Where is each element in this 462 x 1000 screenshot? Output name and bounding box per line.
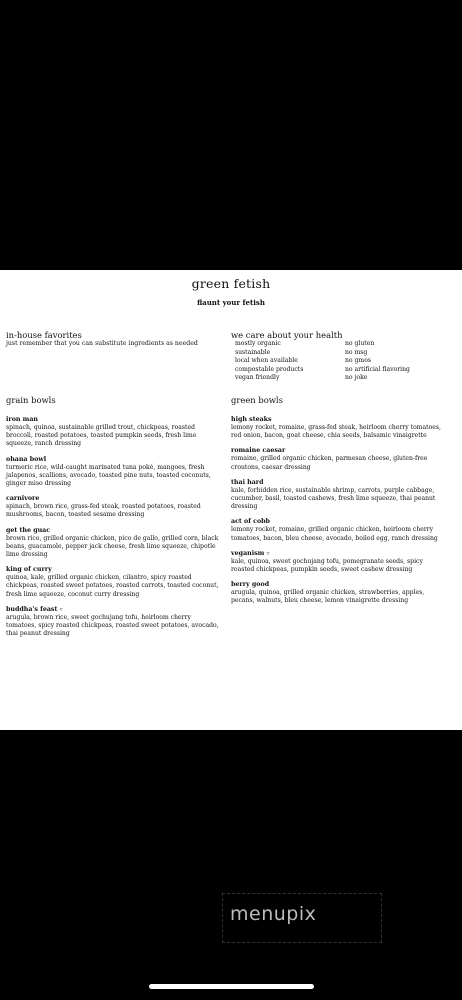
- inhouse-heading: in-house favorites: [6, 330, 82, 340]
- green-bowls-heading: green bowls: [231, 395, 283, 405]
- item-description: kale, quinoa, sweet gochujang tofu, pomegranate seeds, spicy roasted chickpeas, pumpkin seeds, sweet cashew dressing: [231, 557, 423, 574]
- watermark-logo: menupix: [230, 903, 317, 925]
- item-name: romaine caesar: [231, 447, 286, 455]
- menu-page: [0, 270, 462, 730]
- grain-bowls-section: [6, 395, 222, 645]
- item-name: king of curry: [6, 566, 52, 574]
- item-name: veganism: [231, 549, 265, 557]
- menu-item: [231, 479, 447, 512]
- health-item: mostly organic: [235, 340, 281, 347]
- health-item: compostable products: [235, 365, 304, 373]
- menu-item: [6, 527, 222, 560]
- item-description: arugula, brown rice, sweet gochujang tofu, heirloom cherry tomatoes, spicy roasted chickpeas, roasted sweet potatoes, avocado, thai peanut dressing: [6, 613, 219, 638]
- health-item: vegan friendly: [235, 374, 280, 382]
- health-item: no msg: [345, 348, 368, 356]
- item-name: berry good: [231, 581, 270, 589]
- menu-item: [6, 416, 222, 449]
- item-name: get the guac: [6, 526, 51, 534]
- vegan-mark-icon: ▿: [266, 549, 270, 557]
- health-list: [235, 340, 447, 383]
- menu-item: [6, 606, 222, 639]
- menu-item: [6, 495, 222, 519]
- health-item: no artificial flavoring: [345, 365, 410, 373]
- menupix-watermark: [222, 893, 382, 945]
- item-description: arugula, quinoa, grilled organic chicken, strawberries, apples, pecans, walnuts, bleu cheese, lemon vinaigrette dressing: [231, 589, 425, 605]
- item-name: iron man: [6, 416, 39, 423]
- item-description: turmeric rice, wild-caught marinated tuna poké, mangoes, fresh jalapenos, scallions, avocado, toasted pine nuts, toasted coconuts, ginger miso dressing: [6, 463, 211, 488]
- health-item: no gmos: [345, 357, 372, 365]
- health-section: [231, 330, 447, 383]
- health-item: no gluten: [345, 340, 375, 347]
- menu-item: [231, 581, 447, 605]
- menu-title: green fetish: [191, 276, 271, 291]
- menu-item: [6, 566, 222, 599]
- menu-item: [231, 518, 447, 542]
- menu-item: [231, 416, 447, 440]
- item-description: romaine, grilled organic chicken, parmesan cheese, gluten-free croutons, caesar dressing: [231, 455, 428, 471]
- item-description: spinach, brown rice, grass-fed steak, roasted potatoes, roasted mushrooms, bacon, toasted sesame dressing: [6, 503, 201, 519]
- inhouse-note: just remember that you can substitute ingredients as needed: [6, 340, 198, 347]
- item-name: thai hard: [231, 478, 264, 486]
- menu-item: [231, 550, 447, 574]
- grain-bowls-heading: grain bowls: [6, 395, 56, 405]
- menu-item: [6, 456, 222, 489]
- item-description: quinoa, kale, grilled organic chicken, cilantro, spicy roasted chickpeas, roasted sweet potatoes, roasted carrots, toasted coconut, fresh lime squeeze, coconut curry dressing: [6, 574, 219, 598]
- vegan-mark-icon: ▿: [59, 605, 63, 613]
- menu-item: [231, 447, 447, 471]
- item-description: spinach, quinoa, sustainable grilled trout, chickpeas, roasted broccoli, roasted potatoes, toasted pumpkin seeds, fresh lime squeeze, ranch dressing: [6, 424, 197, 448]
- item-description: lemony rocket, romaine, grass-fed steak, heirloom cherry tomatoes, red onion, bacon, goat cheese, chia seeds, balsamic vinaigrette: [231, 424, 441, 440]
- item-name: carnivore: [6, 495, 40, 503]
- item-description: lemony rocket, romaine, grilled organic chicken, heirloom cherry tomatoes, bacon, bleu cheese, avocado, boiled egg, ranch dressing: [231, 526, 438, 542]
- item-name: high steaks: [231, 416, 272, 423]
- item-name: ohana bowl: [6, 455, 47, 463]
- item-description: kale, forbidden rice, sustainable shrimp, carrots, purple cabbage, cucumber, basil, toasted cashews, fresh lime squeeze, thai peanut dressing: [231, 486, 436, 511]
- health-item: sustainable: [235, 348, 271, 356]
- menu-subtitle: flaunt your fetish: [197, 298, 265, 307]
- item-name: act of cobb: [231, 518, 270, 526]
- health-item: no joke: [345, 374, 368, 382]
- green-bowls-section: [231, 395, 447, 613]
- health-item: local when available: [235, 357, 298, 365]
- item-name: buddha's feast: [6, 605, 58, 613]
- home-indicator[interactable]: [149, 984, 314, 989]
- health-heading: we care about your health: [231, 330, 343, 340]
- item-description: brown rice, grilled organic chicken, pico de gallo, grilled corn, black beans, guacamole, pepper jack cheese, fresh lime squeeze, chipotle lime dressing: [6, 534, 219, 559]
- inhouse-section: [6, 330, 222, 348]
